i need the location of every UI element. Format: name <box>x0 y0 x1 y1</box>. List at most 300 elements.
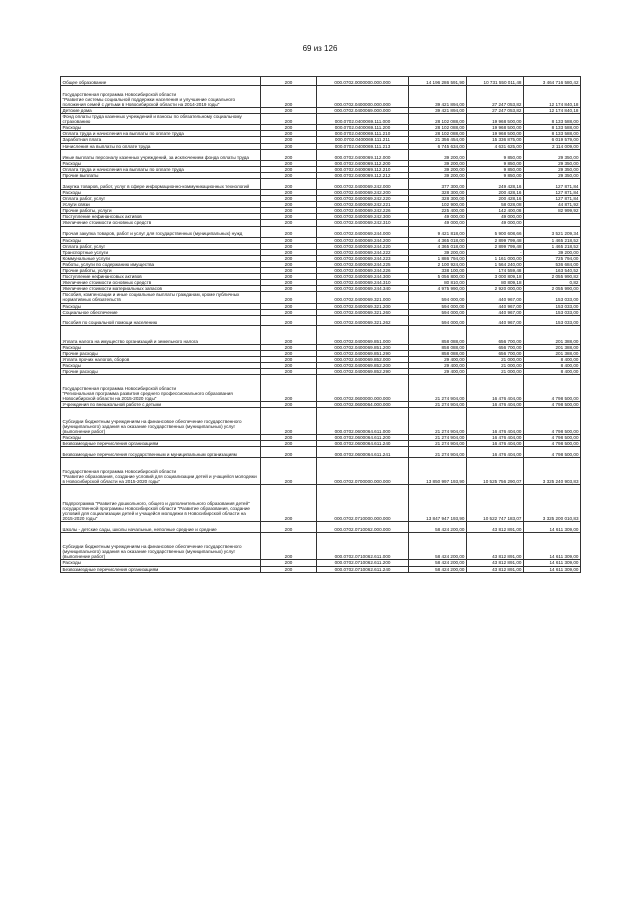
row-unexecuted-amount-cell: 4 798 500,00 <box>524 408 581 435</box>
row-executed-amount-cell: 16 476 404,00 <box>467 441 524 447</box>
row-unexecuted-amount-cell: 725 794,00 <box>524 255 581 261</box>
row-name-cell: Расходы <box>61 435 261 441</box>
row-approved-amount-cell: 594 000,00 <box>409 303 467 309</box>
table-row <box>61 315 581 325</box>
row-executed-amount-cell: 15 336 875,00 <box>467 137 524 143</box>
row-approved-amount-cell: 39 200,00 <box>409 160 467 166</box>
row-approved-amount-cell: 377 300,00 <box>409 178 467 189</box>
row-line-code-cell: 200 <box>261 447 317 458</box>
row-classification-code-cell: 000.0702.0400069.244.310 <box>317 280 409 286</box>
row-line-code-cell: 200 <box>261 325 317 344</box>
row-approved-amount-cell: 21 274 904,00 <box>409 447 467 458</box>
row-approved-amount-cell: 858 088,00 <box>409 344 467 350</box>
row-unexecuted-amount-cell: 4 798 500,00 <box>524 441 581 447</box>
row-unexecuted-amount-cell: 3 521 209,34 <box>524 226 581 237</box>
row-classification-code-cell: 000.0702.0400069.244.300 <box>317 274 409 280</box>
row-approved-amount-cell: 80 810,00 <box>409 280 467 286</box>
row-approved-amount-cell: 9 421 818,00 <box>409 226 467 237</box>
row-unexecuted-amount-cell: 2 055 990,82 <box>524 274 581 280</box>
row-classification-code-cell: 000.0702.0400069.851.290 <box>317 350 409 356</box>
row-line-code-cell: 200 <box>261 214 317 220</box>
row-name-cell: Расходы <box>61 344 261 350</box>
row-name-cell: Расходы <box>61 125 261 131</box>
row-name-cell: Учреждения по внешкольной работе с детьми <box>61 402 261 408</box>
row-line-code-cell: 200 <box>261 131 317 137</box>
row-executed-amount-cell: 43 812 891,00 <box>467 566 524 572</box>
row-unexecuted-amount-cell: 2 055 990,00 <box>524 286 581 292</box>
row-name-cell: Расходы <box>61 237 261 243</box>
row-classification-code-cell: 000.0702.0400069.112.210 <box>317 166 409 172</box>
row-name-cell: Поступление нефинансовых активов <box>61 214 261 220</box>
row-approved-amount-cell: 858 088,00 <box>409 325 467 344</box>
row-line-code-cell: 200 <box>261 172 317 178</box>
row-approved-amount-cell: 594 000,00 <box>409 309 467 315</box>
row-approved-amount-cell: 13 850 997 193,90 <box>409 458 467 485</box>
row-approved-amount-cell: 328 300,00 <box>409 189 467 195</box>
row-line-code-cell: 200 <box>261 369 317 375</box>
row-name-cell: Расходы <box>61 189 261 195</box>
row-classification-code-cell: 000.0702.0400069.242.310 <box>317 220 409 226</box>
row-approved-amount-cell: 58 424 200,00 <box>409 560 467 566</box>
row-unexecuted-amount-cell: 12 174 840,18 <box>524 86 581 108</box>
row-unexecuted-amount-cell: 8 400,00 <box>524 369 581 375</box>
row-line-code-cell: 200 <box>261 280 317 286</box>
row-unexecuted-amount-cell: 39 200,00 <box>524 249 581 255</box>
table-row <box>61 447 581 458</box>
row-classification-code-cell: 000.0702.0400069.111.200 <box>317 125 409 131</box>
row-unexecuted-amount-cell: 536 684,00 <box>524 261 581 267</box>
row-name-cell: Увеличение стоимости основных средств <box>61 220 261 226</box>
row-line-code-cell: 200 <box>261 303 317 309</box>
row-line-code-cell: 200 <box>261 435 317 441</box>
row-unexecuted-amount-cell: 3 325 200 010,83 <box>524 485 581 522</box>
row-classification-code-cell: 000.0702.0600064.000.000 <box>317 402 409 408</box>
row-unexecuted-amount-cell: 4 798 500,00 <box>524 375 581 402</box>
row-executed-amount-cell: - <box>467 249 524 255</box>
row-executed-amount-cell: 656 700,00 <box>467 350 524 356</box>
row-approved-amount-cell: 858 088,00 <box>409 350 467 356</box>
row-classification-code-cell: 000.0702.0400069.244.226 <box>317 267 409 273</box>
row-unexecuted-amount-cell: 14 611 309,00 <box>524 522 581 533</box>
row-approved-amount-cell: 39 200,00 <box>409 149 467 160</box>
row-line-code-cell: 200 <box>261 108 317 114</box>
table-row <box>61 149 581 160</box>
row-approved-amount-cell: 102 900,00 <box>409 202 467 208</box>
row-line-code-cell: 200 <box>261 86 317 108</box>
row-name-cell: Прочая закупка товаров, работ и услуг для государственных (муниципальных) нужд <box>61 226 261 237</box>
row-unexecuted-amount-cell: 201 388,00 <box>524 344 581 350</box>
row-line-code-cell: 200 <box>261 149 317 160</box>
row-name-cell: Уплата налога на имущество организаций и земельного налога <box>61 325 261 344</box>
row-executed-amount-cell: 5 900 608,66 <box>467 226 524 237</box>
row-approved-amount-cell: 594 000,00 <box>409 315 467 325</box>
row-name-cell: Прочие работы, услуги <box>61 208 261 214</box>
row-unexecuted-amount-cell: 163 540,52 <box>524 267 581 273</box>
row-approved-amount-cell: 5 056 800,00 <box>409 274 467 280</box>
row-name-cell: Безвозмездные перечисления организациям <box>61 566 261 572</box>
row-unexecuted-amount-cell: 29 350,00 <box>524 172 581 178</box>
row-line-code-cell: 200 <box>261 261 317 267</box>
row-classification-code-cell: 000.0702.0400069.112.200 <box>317 160 409 166</box>
row-unexecuted-amount-cell: 8 400,00 <box>524 356 581 362</box>
row-classification-code-cell: 000.0702.0400069.244.000 <box>317 226 409 237</box>
row-classification-code-cell: 000.0702.0710000.000.000 <box>317 485 409 522</box>
row-approved-amount-cell: 29 400,00 <box>409 363 467 369</box>
row-executed-amount-cell: 200 428,16 <box>467 189 524 195</box>
row-classification-code-cell: 000.0702.0400069.852.000 <box>317 356 409 362</box>
row-executed-amount-cell: 1 161 000,00 <box>467 255 524 261</box>
row-classification-code-cell: 000.0702.0400069.242.200 <box>317 189 409 195</box>
row-classification-code-cell: 000.0702.0400069.321.000 <box>317 292 409 303</box>
row-line-code-cell: 200 <box>261 309 317 315</box>
table-row <box>61 408 581 435</box>
row-approved-amount-cell: 21 274 904,00 <box>409 441 467 447</box>
row-classification-code-cell: 000.0702.0400069.244.340 <box>317 286 409 292</box>
row-approved-amount-cell: 594 000,00 <box>409 292 467 303</box>
row-name-cell: Начисления на выплаты по оплате труда <box>61 143 261 149</box>
row-unexecuted-amount-cell: 29 350,00 <box>524 160 581 166</box>
row-classification-code-cell: 000.0702.0400069.112.212 <box>317 172 409 178</box>
row-line-code-cell: 200 <box>261 77 317 86</box>
row-classification-code-cell: 000.0702.0400069.244.223 <box>317 255 409 261</box>
row-approved-amount-cell: 4 365 018,00 <box>409 243 467 249</box>
row-name-cell: Оплата труда и начисления на выплаты по оплате труда <box>61 166 261 172</box>
row-approved-amount-cell: 28 102 088,00 <box>409 114 467 125</box>
row-classification-code-cell: 000.0702.0400069.242.220 <box>317 196 409 202</box>
row-unexecuted-amount-cell: 14 611 309,00 <box>524 560 581 566</box>
row-name-cell: Уплата прочих налогов, сборов <box>61 356 261 362</box>
row-name-cell: Прочие выплаты <box>61 172 261 178</box>
row-approved-amount-cell: 39 200,00 <box>409 166 467 172</box>
row-name-cell: Прочие расходы <box>61 350 261 356</box>
row-approved-amount-cell: 49 000,00 <box>409 214 467 220</box>
row-executed-amount-cell: 21 000,00 <box>467 363 524 369</box>
table-row <box>61 86 581 108</box>
row-executed-amount-cell: 16 476 404,00 <box>467 402 524 408</box>
row-executed-amount-cell: 440 967,00 <box>467 292 524 303</box>
row-line-code-cell: 200 <box>261 196 317 202</box>
row-unexecuted-amount-cell: 153 033,00 <box>524 315 581 325</box>
row-line-code-cell: 200 <box>261 143 317 149</box>
row-unexecuted-amount-cell: 4 798 500,00 <box>524 402 581 408</box>
row-name-cell: Подпрограмма "Развитие дошкольного, общего и дополнительного образования детей" государственной программы Новосибирской области "Развитие образования, создание условий для социализации детей и учащейся молодежи в Новосибирской области на 2015-2020 годы" <box>61 485 261 522</box>
row-unexecuted-amount-cell: 8 400,00 <box>524 363 581 369</box>
table-row <box>61 375 581 402</box>
row-classification-code-cell: 000.0702.0400069.242.300 <box>317 214 409 220</box>
row-executed-amount-cell: 10 522 747 183,07 <box>467 485 524 522</box>
row-executed-amount-cell: 440 967,00 <box>467 315 524 325</box>
row-line-code-cell: 200 <box>261 178 317 189</box>
row-name-cell: Увеличение стоимости материальных запасов <box>61 286 261 292</box>
row-line-code-cell: 200 <box>261 208 317 214</box>
row-line-code-cell: 200 <box>261 533 317 560</box>
row-unexecuted-amount-cell: 12 174 840,18 <box>524 108 581 114</box>
row-line-code-cell: 200 <box>261 560 317 566</box>
row-line-code-cell: 200 <box>261 286 317 292</box>
row-line-code-cell: 200 <box>261 458 317 485</box>
row-line-code-cell: 200 <box>261 226 317 237</box>
row-classification-code-cell: 000.0702.0700000.000.000 <box>317 458 409 485</box>
row-executed-amount-cell: 43 812 891,00 <box>467 560 524 566</box>
row-classification-code-cell: 000.0702.0710062.000.000 <box>317 522 409 533</box>
row-executed-amount-cell: 1 564 240,00 <box>467 261 524 267</box>
row-executed-amount-cell: 27 247 053,82 <box>467 108 524 114</box>
row-line-code-cell: 200 <box>261 566 317 572</box>
row-executed-amount-cell: 43 812 891,00 <box>467 533 524 560</box>
row-unexecuted-amount-cell: 0,82 <box>524 280 581 286</box>
row-unexecuted-amount-cell: 201 388,00 <box>524 350 581 356</box>
row-unexecuted-amount-cell: 2 114 009,00 <box>524 143 581 149</box>
row-unexecuted-amount-cell: 127 871,84 <box>524 189 581 195</box>
row-name-cell: Оплата работ, услуг <box>61 243 261 249</box>
row-name-cell: Оплата работ, услуг <box>61 196 261 202</box>
row-executed-amount-cell: 19 968 500,00 <box>467 125 524 131</box>
row-unexecuted-amount-cell: 14 611 309,00 <box>524 566 581 572</box>
row-approved-amount-cell: 328 300,00 <box>409 196 467 202</box>
row-classification-code-cell: 000.0702.0400069.244.225 <box>317 261 409 267</box>
row-approved-amount-cell: 21 356 454,00 <box>409 137 467 143</box>
row-name-cell: Расходы <box>61 560 261 566</box>
row-line-code-cell: 200 <box>261 344 317 350</box>
row-approved-amount-cell: 39 421 894,00 <box>409 108 467 114</box>
row-line-code-cell: 200 <box>261 485 317 522</box>
row-classification-code-cell: 000.0702.0600064.611.241 <box>317 447 409 458</box>
row-executed-amount-cell: 9 850,00 <box>467 172 524 178</box>
row-name-cell: Пособия, компенсации и иные социальные выплаты гражданам, кроме публичных нормативных обязательств <box>61 292 261 303</box>
row-line-code-cell: 200 <box>261 160 317 166</box>
row-line-code-cell: 200 <box>261 137 317 143</box>
row-classification-code-cell: 000.0702.0400069.242.000 <box>317 178 409 189</box>
row-unexecuted-amount-cell: 29 350,00 <box>524 166 581 172</box>
row-approved-amount-cell: 39 200,00 <box>409 249 467 255</box>
table-row <box>61 77 581 86</box>
row-line-code-cell: 200 <box>261 292 317 303</box>
row-name-cell: Заработная плата <box>61 137 261 143</box>
row-executed-amount-cell: 49 000,00 <box>467 214 524 220</box>
row-executed-amount-cell: 16 476 404,00 <box>467 447 524 458</box>
row-unexecuted-amount-cell: 8 133 588,00 <box>524 131 581 137</box>
row-classification-code-cell: 000.0702.0400069.851.200 <box>317 344 409 350</box>
row-approved-amount-cell: 29 400,00 <box>409 356 467 362</box>
row-executed-amount-cell: 9 850,00 <box>467 149 524 160</box>
row-name-cell: Субсидии бюджетным учреждениям на финансовое обеспечение государственного (муниципального) задания на оказание государственных (муниципальных) услуг (выполнение работ) <box>61 408 261 435</box>
row-executed-amount-cell: 2 920 000,00 <box>467 286 524 292</box>
row-name-cell: Оплата труда и начисления на выплаты по оплате труда <box>61 131 261 137</box>
row-executed-amount-cell: 2 899 799,48 <box>467 243 524 249</box>
row-approved-amount-cell: 21 274 904,00 <box>409 408 467 435</box>
row-approved-amount-cell: 28 102 088,00 <box>409 125 467 131</box>
row-unexecuted-amount-cell: 127 871,84 <box>524 196 581 202</box>
row-name-cell: Безвозмездные перечисления государственным и муниципальным организациям <box>61 447 261 458</box>
row-name-cell: Расходы <box>61 363 261 369</box>
row-executed-amount-cell: 200 428,16 <box>467 196 524 202</box>
row-unexecuted-amount-cell: 3 325 240 903,83 <box>524 458 581 485</box>
row-executed-amount-cell: 10 731 550 011,48 <box>467 77 524 86</box>
row-name-cell: Прочие расходы <box>61 369 261 375</box>
row-approved-amount-cell: 1 886 794,00 <box>409 255 467 261</box>
row-approved-amount-cell: 49 000,00 <box>409 220 467 226</box>
row-approved-amount-cell: 14 196 286 591,90 <box>409 77 467 86</box>
row-line-code-cell: 200 <box>261 274 317 280</box>
row-approved-amount-cell: 225 400,00 <box>409 208 467 214</box>
row-executed-amount-cell: 2 899 799,48 <box>467 237 524 243</box>
row-line-code-cell: 200 <box>261 375 317 402</box>
row-classification-code-cell: 000.0702.0400069.111.210 <box>317 131 409 137</box>
row-line-code-cell: 200 <box>261 220 317 226</box>
row-approved-amount-cell: 21 274 904,00 <box>409 435 467 441</box>
row-classification-code-cell: 000.0702.0400069.244.222 <box>317 249 409 255</box>
row-unexecuted-amount-cell: 153 033,00 <box>524 309 581 315</box>
row-executed-amount-cell: 142 400,08 <box>467 208 524 214</box>
row-classification-code-cell: 000.0702.0400000.000.000 <box>317 86 409 108</box>
row-unexecuted-amount-cell: 3 464 716 580,42 <box>524 77 581 86</box>
row-executed-amount-cell: 19 968 500,00 <box>467 131 524 137</box>
row-name-cell: Государственная программа Новосибирской области "Развитие системы социальной поддержки населения и улучшение социального положения семей с детьми в Новосибирской области на 2014-2019 годы" <box>61 86 261 108</box>
row-executed-amount-cell: 249 428,16 <box>467 178 524 189</box>
row-line-code-cell: 200 <box>261 189 317 195</box>
row-classification-code-cell: 000.0702.0600064.611.200 <box>317 435 409 441</box>
row-approved-amount-cell: 39 421 894,00 <box>409 86 467 108</box>
row-name-cell: Субсидии бюджетным учреждениям на финансовое обеспечение государственного (муниципального) задания на оказание государственных (муниципальных) услуг (выполнение работ) <box>61 533 261 560</box>
row-name-cell: Детские дома <box>61 108 261 114</box>
row-executed-amount-cell: 58 028,08 <box>467 202 524 208</box>
row-name-cell: Поступление нефинансовых активов <box>61 274 261 280</box>
row-executed-amount-cell: 16 476 404,00 <box>467 408 524 435</box>
row-name-cell: Услуги связи <box>61 202 261 208</box>
table-row <box>61 566 581 572</box>
row-executed-amount-cell: 80 809,18 <box>467 280 524 286</box>
row-line-code-cell: 200 <box>261 243 317 249</box>
row-approved-amount-cell: 58 424 200,00 <box>409 566 467 572</box>
table-row <box>61 458 581 485</box>
row-classification-code-cell: 000.0702.0600000.000.000 <box>317 375 409 402</box>
row-approved-amount-cell: 2 100 924,00 <box>409 261 467 267</box>
row-executed-amount-cell: 16 476 404,00 <box>467 435 524 441</box>
row-name-cell: Расходы <box>61 160 261 166</box>
row-approved-amount-cell: 39 200,00 <box>409 172 467 178</box>
row-classification-code-cell: 000.0702.0400069.111.000 <box>317 114 409 125</box>
row-classification-code-cell: 000.0702.0710062.611.000 <box>317 533 409 560</box>
row-executed-amount-cell: 9 850,00 <box>467 160 524 166</box>
row-unexecuted-amount-cell: 6 019 579,00 <box>524 137 581 143</box>
row-classification-code-cell: 000.0702.0400069.111.213 <box>317 143 409 149</box>
row-unexecuted-amount-cell: 14 611 309,00 <box>524 533 581 560</box>
row-classification-code-cell: 000.0702.0400069.321.200 <box>317 303 409 309</box>
row-classification-code-cell: 000.0702.0400069.244.220 <box>317 243 409 249</box>
row-unexecuted-amount-cell: 127 871,84 <box>524 178 581 189</box>
row-executed-amount-cell: 10 525 756 290,07 <box>467 458 524 485</box>
row-executed-amount-cell: 21 000,00 <box>467 369 524 375</box>
budget-table-body <box>61 77 581 573</box>
row-approved-amount-cell: 28 102 088,00 <box>409 131 467 137</box>
row-line-code-cell: 200 <box>261 402 317 408</box>
row-executed-amount-cell: 4 631 625,00 <box>467 143 524 149</box>
row-approved-amount-cell: 4 365 018,00 <box>409 237 467 243</box>
row-approved-amount-cell: 21 274 904,00 <box>409 375 467 402</box>
row-unexecuted-amount-cell: 4 798 500,00 <box>524 447 581 458</box>
row-executed-amount-cell: 19 968 500,00 <box>467 114 524 125</box>
row-name-cell: Закупка товаров, работ, услуг в сфере информационно-коммуникационных технологий <box>61 178 261 189</box>
row-executed-amount-cell: 3 000 809,18 <box>467 274 524 280</box>
row-classification-code-cell: 000.0702.0400069.321.262 <box>317 315 409 325</box>
row-executed-amount-cell: 21 000,00 <box>467 356 524 362</box>
row-name-cell: Коммунальные услуги <box>61 255 261 261</box>
row-approved-amount-cell: 58 424 200,00 <box>409 533 467 560</box>
row-name-cell: Расходы <box>61 303 261 309</box>
row-classification-code-cell: 000.0702.0400069.852.290 <box>317 369 409 375</box>
row-classification-code-cell: 000.0702.0400069.321.260 <box>317 309 409 315</box>
row-executed-amount-cell: 9 850,00 <box>467 166 524 172</box>
row-classification-code-cell: 000.0702.0400069.112.000 <box>317 149 409 160</box>
budget-table <box>60 76 581 573</box>
row-line-code-cell: 200 <box>261 315 317 325</box>
row-approved-amount-cell: 58 424 200,00 <box>409 522 467 533</box>
row-unexecuted-amount-cell: 82 999,92 <box>524 208 581 214</box>
row-approved-amount-cell: 29 400,00 <box>409 369 467 375</box>
row-name-cell: Социальное обеспечение <box>61 309 261 315</box>
table-row <box>61 226 581 237</box>
row-approved-amount-cell: 13 847 947 193,90 <box>409 485 467 522</box>
row-classification-code-cell: 000.0702.0400069.242.226 <box>317 208 409 214</box>
row-executed-amount-cell: 174 559,48 <box>467 267 524 273</box>
row-executed-amount-cell: 656 700,00 <box>467 344 524 350</box>
row-approved-amount-cell: 21 274 904,00 <box>409 402 467 408</box>
row-name-cell: Транспортные услуги <box>61 249 261 255</box>
row-classification-code-cell: 000.0702.0400069.852.200 <box>317 363 409 369</box>
row-name-cell: Увеличение стоимости основных средств <box>61 280 261 286</box>
row-line-code-cell: 200 <box>261 166 317 172</box>
row-name-cell: Общее образование <box>61 77 261 86</box>
row-classification-code-cell: 000.0702.0600064.611.240 <box>317 441 409 447</box>
row-unexecuted-amount-cell: 8 133 588,00 <box>524 114 581 125</box>
row-approved-amount-cell: 6 745 634,00 <box>409 143 467 149</box>
table-row <box>61 522 581 533</box>
row-line-code-cell: 200 <box>261 408 317 435</box>
table-row <box>61 533 581 560</box>
row-unexecuted-amount-cell: 8 133 588,00 <box>524 125 581 131</box>
row-line-code-cell: 200 <box>261 267 317 273</box>
row-unexecuted-amount-cell: 153 033,00 <box>524 303 581 309</box>
table-row <box>61 325 581 344</box>
row-executed-amount-cell: 440 967,00 <box>467 309 524 315</box>
row-executed-amount-cell: 49 000,00 <box>467 220 524 226</box>
row-classification-code-cell: 000.0702.0710062.611.240 <box>317 566 409 572</box>
row-classification-code-cell: 000.0702.0400069.244.200 <box>317 237 409 243</box>
row-line-code-cell: 200 <box>261 350 317 356</box>
row-line-code-cell: 200 <box>261 363 317 369</box>
row-name-cell: Прочие работы, услуги <box>61 267 261 273</box>
row-classification-code-cell: 000.0702.0400069.000.000 <box>317 108 409 114</box>
row-executed-amount-cell: 440 967,00 <box>467 303 524 309</box>
row-classification-code-cell: 000.0702.0710062.611.200 <box>317 560 409 566</box>
row-unexecuted-amount-cell: 201 388,00 <box>524 325 581 344</box>
row-line-code-cell: 200 <box>261 114 317 125</box>
row-line-code-cell: 200 <box>261 356 317 362</box>
row-executed-amount-cell: 656 700,00 <box>467 325 524 344</box>
row-unexecuted-amount-cell: 1 465 218,52 <box>524 243 581 249</box>
row-classification-code-cell: 000.0702.0400069.111.211 <box>317 137 409 143</box>
row-name-cell: Государственная программа Новосибирской области "Развитие образования, создание условий для социализации детей и учащейся молодежи в Новосибирской области на 2015-2020 годы" <box>61 458 261 485</box>
row-line-code-cell: 200 <box>261 249 317 255</box>
row-line-code-cell: 200 <box>261 441 317 447</box>
row-name-cell: Безвозмездные перечисления организациям <box>61 441 261 447</box>
row-unexecuted-amount-cell: 1 465 218,52 <box>524 237 581 243</box>
row-unexecuted-amount-cell: 4 798 500,00 <box>524 435 581 441</box>
row-line-code-cell: 200 <box>261 522 317 533</box>
page-number: 69 из 126 <box>302 44 338 53</box>
row-name-cell: Работы, услуги по содержанию имущества <box>61 261 261 267</box>
row-classification-code-cell: 000.0702.0000000.000.000 <box>317 77 409 86</box>
